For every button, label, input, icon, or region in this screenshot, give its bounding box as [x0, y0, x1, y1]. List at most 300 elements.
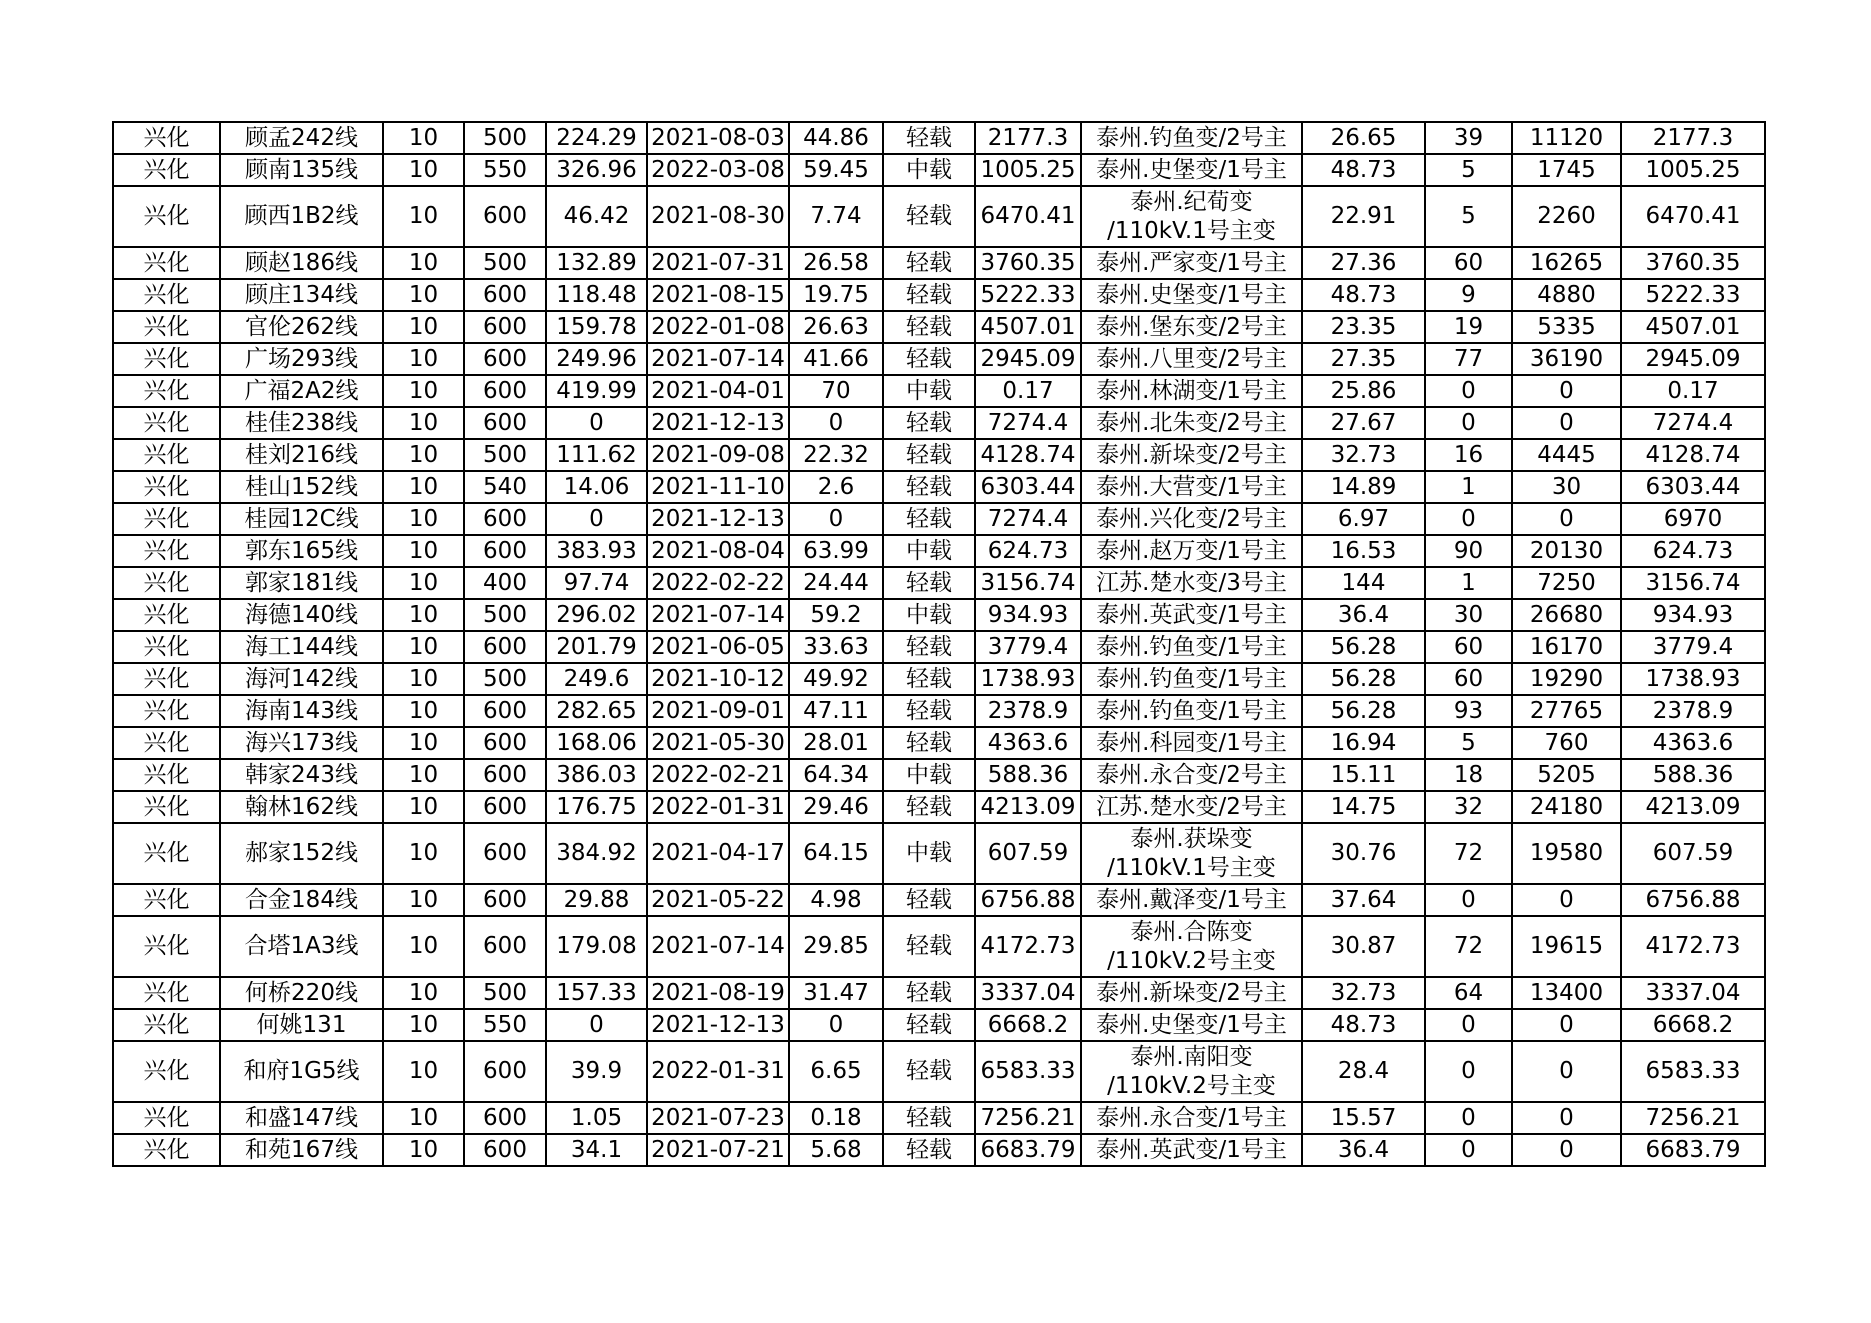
- voltage-cell: 10: [383, 1102, 464, 1134]
- remaining-capacity-cell: 2378.9: [1621, 695, 1765, 727]
- available-capacity-cell: 3760.35: [975, 247, 1081, 279]
- region-cell: 兴化: [113, 311, 220, 343]
- max-load-cell: 39.9: [546, 1041, 647, 1102]
- sum-cell: 36190: [1512, 343, 1621, 375]
- capacity-cell: 600: [464, 791, 546, 823]
- transformer-load-rate-cell: 36.4: [1302, 1134, 1425, 1166]
- voltage-cell: 10: [383, 535, 464, 567]
- max-load-cell: 168.06: [546, 727, 647, 759]
- date-cell: 2022-01-08: [647, 311, 789, 343]
- transformer-load-rate-cell: 36.4: [1302, 599, 1425, 631]
- transformer-cell: 泰州.林湖变/1号主: [1081, 375, 1302, 407]
- region-cell: 兴化: [113, 916, 220, 977]
- load-level-cell: 轻载: [883, 631, 975, 663]
- region-cell: 兴化: [113, 695, 220, 727]
- table-row: [113, 1134, 1765, 1166]
- table-row: [113, 122, 1765, 154]
- voltage-cell: 10: [383, 154, 464, 186]
- capacity-cell: 600: [464, 631, 546, 663]
- transformer-name-line1: 泰州.南阳变: [1130, 1043, 1253, 1070]
- line-name-cell: 海河142线: [220, 663, 383, 695]
- region-cell: 兴化: [113, 977, 220, 1009]
- available-capacity-cell: 6470.41: [975, 186, 1081, 247]
- load-level-cell: 轻载: [883, 279, 975, 311]
- table-row: [113, 154, 1765, 186]
- max-load-cell: 14.06: [546, 471, 647, 503]
- line-name-cell: 桂刘216线: [220, 439, 383, 471]
- load-rate-cell: 2.6: [789, 471, 883, 503]
- voltage-cell: 10: [383, 727, 464, 759]
- load-level-cell: 轻载: [883, 1102, 975, 1134]
- remaining-capacity-cell: 6303.44: [1621, 471, 1765, 503]
- max-load-cell: 282.65: [546, 695, 647, 727]
- available-capacity-cell: 3337.04: [975, 977, 1081, 1009]
- transformer-name-line2: /110kV.2号主变: [1107, 947, 1276, 974]
- capacity-cell: 550: [464, 154, 546, 186]
- region-cell: 兴化: [113, 343, 220, 375]
- transformer-load-rate-cell: 56.28: [1302, 695, 1425, 727]
- transformer-cell: 泰州.科园变/1号主: [1081, 727, 1302, 759]
- load-rate-cell: 63.99: [789, 535, 883, 567]
- date-cell: 2021-07-31: [647, 247, 789, 279]
- sum-cell: 27765: [1512, 695, 1621, 727]
- table-row: [113, 884, 1765, 916]
- sum-cell: 19580: [1512, 823, 1621, 884]
- count-cell: 64: [1425, 977, 1512, 1009]
- table-row: [113, 1009, 1765, 1041]
- sum-cell: 30: [1512, 471, 1621, 503]
- remaining-capacity-cell: 1738.93: [1621, 663, 1765, 695]
- voltage-cell: 10: [383, 663, 464, 695]
- capacity-cell: 550: [464, 1009, 546, 1041]
- feeder-load-table: [112, 121, 1766, 1167]
- capacity-cell: 600: [464, 375, 546, 407]
- region-cell: 兴化: [113, 1102, 220, 1134]
- count-cell: 19: [1425, 311, 1512, 343]
- line-name-cell: 海德140线: [220, 599, 383, 631]
- transformer-cell: 泰州.英武变/1号主: [1081, 599, 1302, 631]
- transformer-cell: 泰州.钓鱼变/1号主: [1081, 631, 1302, 663]
- date-cell: 2021-05-22: [647, 884, 789, 916]
- transformer-cell: 泰州.史堡变/1号主: [1081, 1009, 1302, 1041]
- sum-cell: 11120: [1512, 122, 1621, 154]
- available-capacity-cell: 934.93: [975, 599, 1081, 631]
- table-row: [113, 599, 1765, 631]
- transformer-load-rate-cell: 48.73: [1302, 1009, 1425, 1041]
- count-cell: 60: [1425, 631, 1512, 663]
- max-load-cell: 159.78: [546, 311, 647, 343]
- date-cell: 2022-01-31: [647, 1041, 789, 1102]
- available-capacity-cell: 607.59: [975, 823, 1081, 884]
- sum-cell: 19290: [1512, 663, 1621, 695]
- region-cell: 兴化: [113, 535, 220, 567]
- count-cell: 0: [1425, 407, 1512, 439]
- capacity-cell: 500: [464, 977, 546, 1009]
- capacity-cell: 600: [464, 535, 546, 567]
- transformer-load-rate-cell: 26.65: [1302, 122, 1425, 154]
- line-name-cell: 桂佳238线: [220, 407, 383, 439]
- transformer-cell: 泰州.堡东变/2号主: [1081, 311, 1302, 343]
- remaining-capacity-cell: 3779.4: [1621, 631, 1765, 663]
- transformer-name-line2: /110kV.1号主变: [1107, 854, 1276, 881]
- load-level-cell: 轻载: [883, 567, 975, 599]
- transformer-cell: 泰州.英武变/1号主: [1081, 1134, 1302, 1166]
- max-load-cell: 0: [546, 503, 647, 535]
- transformer-cell: 泰州.钓鱼变/1号主: [1081, 695, 1302, 727]
- count-cell: 5: [1425, 154, 1512, 186]
- voltage-cell: 10: [383, 695, 464, 727]
- transformer-cell: 泰州.北朱变/2号主: [1081, 407, 1302, 439]
- table-row: [113, 567, 1765, 599]
- sum-cell: 0: [1512, 1102, 1621, 1134]
- load-rate-cell: 31.47: [789, 977, 883, 1009]
- load-rate-cell: 64.15: [789, 823, 883, 884]
- sum-cell: 20130: [1512, 535, 1621, 567]
- voltage-cell: 10: [383, 759, 464, 791]
- line-name-cell: 官伦262线: [220, 311, 383, 343]
- load-level-cell: 轻载: [883, 916, 975, 977]
- capacity-cell: 500: [464, 663, 546, 695]
- voltage-cell: 10: [383, 279, 464, 311]
- load-level-cell: 轻载: [883, 791, 975, 823]
- max-load-cell: 179.08: [546, 916, 647, 977]
- table-row: [113, 916, 1765, 977]
- load-rate-cell: 29.46: [789, 791, 883, 823]
- max-load-cell: 176.75: [546, 791, 647, 823]
- region-cell: 兴化: [113, 599, 220, 631]
- capacity-cell: 600: [464, 1102, 546, 1134]
- sum-cell: 0: [1512, 1041, 1621, 1102]
- count-cell: 0: [1425, 1041, 1512, 1102]
- line-name-cell: 翰林162线: [220, 791, 383, 823]
- load-rate-cell: 59.2: [789, 599, 883, 631]
- max-load-cell: 224.29: [546, 122, 647, 154]
- region-cell: 兴化: [113, 823, 220, 884]
- date-cell: 2021-08-15: [647, 279, 789, 311]
- load-level-cell: 轻载: [883, 343, 975, 375]
- sum-cell: 26680: [1512, 599, 1621, 631]
- count-cell: 90: [1425, 535, 1512, 567]
- transformer-load-rate-cell: 25.86: [1302, 375, 1425, 407]
- count-cell: 16: [1425, 439, 1512, 471]
- capacity-cell: 600: [464, 503, 546, 535]
- load-rate-cell: 70: [789, 375, 883, 407]
- load-level-cell: 中载: [883, 375, 975, 407]
- table-body: [113, 122, 1765, 1166]
- capacity-cell: 500: [464, 439, 546, 471]
- load-level-cell: 轻载: [883, 503, 975, 535]
- sum-cell: 0: [1512, 503, 1621, 535]
- capacity-cell: 500: [464, 599, 546, 631]
- available-capacity-cell: 4172.73: [975, 916, 1081, 977]
- voltage-cell: 10: [383, 471, 464, 503]
- load-level-cell: 轻载: [883, 1009, 975, 1041]
- remaining-capacity-cell: 4172.73: [1621, 916, 1765, 977]
- load-rate-cell: 22.32: [789, 439, 883, 471]
- count-cell: 0: [1425, 884, 1512, 916]
- date-cell: 2021-06-05: [647, 631, 789, 663]
- load-level-cell: 轻载: [883, 884, 975, 916]
- remaining-capacity-cell: 1005.25: [1621, 154, 1765, 186]
- table-row: [113, 375, 1765, 407]
- transformer-load-rate-cell: 37.64: [1302, 884, 1425, 916]
- line-name-cell: 广福2A2线: [220, 375, 383, 407]
- date-cell: 2021-12-13: [647, 503, 789, 535]
- transformer-load-rate-cell: 56.28: [1302, 631, 1425, 663]
- transformer-cell: [1081, 186, 1302, 247]
- remaining-capacity-cell: 6970: [1621, 503, 1765, 535]
- region-cell: 兴化: [113, 122, 220, 154]
- load-rate-cell: 49.92: [789, 663, 883, 695]
- max-load-cell: 384.92: [546, 823, 647, 884]
- count-cell: 30: [1425, 599, 1512, 631]
- line-name-cell: 和府1G5线: [220, 1041, 383, 1102]
- table-row: [113, 791, 1765, 823]
- date-cell: 2021-08-19: [647, 977, 789, 1009]
- transformer-load-rate-cell: 22.91: [1302, 186, 1425, 247]
- load-rate-cell: 5.68: [789, 1134, 883, 1166]
- table-row: [113, 1102, 1765, 1134]
- region-cell: 兴化: [113, 503, 220, 535]
- line-name-cell: 广场293线: [220, 343, 383, 375]
- capacity-cell: 600: [464, 823, 546, 884]
- voltage-cell: 10: [383, 375, 464, 407]
- voltage-cell: 10: [383, 186, 464, 247]
- sum-cell: 7250: [1512, 567, 1621, 599]
- voltage-cell: 10: [383, 791, 464, 823]
- remaining-capacity-cell: 4213.09: [1621, 791, 1765, 823]
- available-capacity-cell: 6303.44: [975, 471, 1081, 503]
- date-cell: 2021-08-04: [647, 535, 789, 567]
- sum-cell: 0: [1512, 375, 1621, 407]
- count-cell: 77: [1425, 343, 1512, 375]
- remaining-capacity-cell: 6668.2: [1621, 1009, 1765, 1041]
- available-capacity-cell: 0.17: [975, 375, 1081, 407]
- load-level-cell: 轻载: [883, 186, 975, 247]
- transformer-name-line2: /110kV.1号主变: [1107, 217, 1276, 244]
- transformer-load-rate-cell: 23.35: [1302, 311, 1425, 343]
- load-rate-cell: 33.63: [789, 631, 883, 663]
- region-cell: 兴化: [113, 727, 220, 759]
- line-name-cell: 何姚131: [220, 1009, 383, 1041]
- capacity-cell: 600: [464, 186, 546, 247]
- capacity-cell: 600: [464, 311, 546, 343]
- voltage-cell: 10: [383, 884, 464, 916]
- remaining-capacity-cell: 2177.3: [1621, 122, 1765, 154]
- remaining-capacity-cell: 934.93: [1621, 599, 1765, 631]
- region-cell: 兴化: [113, 567, 220, 599]
- available-capacity-cell: 624.73: [975, 535, 1081, 567]
- transformer-cell: 泰州.钓鱼变/2号主: [1081, 122, 1302, 154]
- transformer-load-rate-cell: 14.75: [1302, 791, 1425, 823]
- available-capacity-cell: 4507.01: [975, 311, 1081, 343]
- region-cell: 兴化: [113, 279, 220, 311]
- load-level-cell: 轻载: [883, 407, 975, 439]
- remaining-capacity-cell: 3760.35: [1621, 247, 1765, 279]
- date-cell: 2021-12-13: [647, 407, 789, 439]
- transformer-load-rate-cell: 15.11: [1302, 759, 1425, 791]
- line-name-cell: 韩家243线: [220, 759, 383, 791]
- transformer-name-line1: 泰州.获垛变: [1130, 825, 1253, 852]
- voltage-cell: 10: [383, 1041, 464, 1102]
- table-row: [113, 631, 1765, 663]
- date-cell: 2021-04-17: [647, 823, 789, 884]
- remaining-capacity-cell: 7274.4: [1621, 407, 1765, 439]
- region-cell: 兴化: [113, 439, 220, 471]
- count-cell: 0: [1425, 503, 1512, 535]
- load-rate-cell: 0: [789, 1009, 883, 1041]
- region-cell: 兴化: [113, 791, 220, 823]
- sum-cell: 16170: [1512, 631, 1621, 663]
- load-level-cell: 轻载: [883, 311, 975, 343]
- max-load-cell: 249.96: [546, 343, 647, 375]
- available-capacity-cell: 3156.74: [975, 567, 1081, 599]
- voltage-cell: 10: [383, 1009, 464, 1041]
- available-capacity-cell: 2378.9: [975, 695, 1081, 727]
- load-rate-cell: 59.45: [789, 154, 883, 186]
- region-cell: 兴化: [113, 186, 220, 247]
- max-load-cell: 249.6: [546, 663, 647, 695]
- sum-cell: 0: [1512, 407, 1621, 439]
- line-name-cell: 合塔1A3线: [220, 916, 383, 977]
- transformer-name-line2: /110kV.2号主变: [1107, 1072, 1276, 1099]
- transformer-load-rate-cell: 48.73: [1302, 279, 1425, 311]
- transformer-name-line1: 泰州.纪荀变: [1130, 188, 1253, 215]
- remaining-capacity-cell: 6683.79: [1621, 1134, 1765, 1166]
- table-row: [113, 471, 1765, 503]
- capacity-cell: 600: [464, 343, 546, 375]
- transformer-load-rate-cell: 27.67: [1302, 407, 1425, 439]
- available-capacity-cell: 2177.3: [975, 122, 1081, 154]
- transformer-load-rate-cell: 28.4: [1302, 1041, 1425, 1102]
- sum-cell: 4880: [1512, 279, 1621, 311]
- load-rate-cell: 4.98: [789, 884, 883, 916]
- region-cell: 兴化: [113, 1041, 220, 1102]
- date-cell: 2022-02-22: [647, 567, 789, 599]
- available-capacity-cell: 588.36: [975, 759, 1081, 791]
- line-name-cell: 和苑167线: [220, 1134, 383, 1166]
- transformer-cell: 泰州.永合变/1号主: [1081, 1102, 1302, 1134]
- table-row: [113, 823, 1765, 884]
- line-name-cell: 桂园12C线: [220, 503, 383, 535]
- region-cell: 兴化: [113, 247, 220, 279]
- date-cell: 2021-04-01: [647, 375, 789, 407]
- load-rate-cell: 26.58: [789, 247, 883, 279]
- line-name-cell: 郝家152线: [220, 823, 383, 884]
- voltage-cell: 10: [383, 439, 464, 471]
- remaining-capacity-cell: 2945.09: [1621, 343, 1765, 375]
- available-capacity-cell: 6683.79: [975, 1134, 1081, 1166]
- voltage-cell: 10: [383, 407, 464, 439]
- transformer-cell: [1081, 823, 1302, 884]
- available-capacity-cell: 4213.09: [975, 791, 1081, 823]
- table-row: [113, 439, 1765, 471]
- max-load-cell: 29.88: [546, 884, 647, 916]
- date-cell: 2021-09-08: [647, 439, 789, 471]
- count-cell: 18: [1425, 759, 1512, 791]
- table-row: [113, 186, 1765, 247]
- region-cell: 兴化: [113, 631, 220, 663]
- date-cell: 2021-11-10: [647, 471, 789, 503]
- available-capacity-cell: 6668.2: [975, 1009, 1081, 1041]
- max-load-cell: 46.42: [546, 186, 647, 247]
- remaining-capacity-cell: 0.17: [1621, 375, 1765, 407]
- transformer-load-rate-cell: 56.28: [1302, 663, 1425, 695]
- capacity-cell: 500: [464, 247, 546, 279]
- sum-cell: 0: [1512, 1009, 1621, 1041]
- sum-cell: 13400: [1512, 977, 1621, 1009]
- count-cell: 0: [1425, 1134, 1512, 1166]
- max-load-cell: 118.48: [546, 279, 647, 311]
- voltage-cell: 10: [383, 823, 464, 884]
- load-level-cell: 轻载: [883, 663, 975, 695]
- table-row: [113, 247, 1765, 279]
- line-name-cell: 顾赵186线: [220, 247, 383, 279]
- voltage-cell: 10: [383, 567, 464, 599]
- max-load-cell: 386.03: [546, 759, 647, 791]
- count-cell: 1: [1425, 471, 1512, 503]
- max-load-cell: 97.74: [546, 567, 647, 599]
- capacity-cell: 600: [464, 759, 546, 791]
- available-capacity-cell: 6583.33: [975, 1041, 1081, 1102]
- load-level-cell: 轻载: [883, 122, 975, 154]
- date-cell: 2022-02-21: [647, 759, 789, 791]
- voltage-cell: 10: [383, 311, 464, 343]
- date-cell: 2021-07-14: [647, 916, 789, 977]
- load-rate-cell: 28.01: [789, 727, 883, 759]
- table-row: [113, 343, 1765, 375]
- region-cell: 兴化: [113, 1134, 220, 1166]
- count-cell: 0: [1425, 1102, 1512, 1134]
- load-rate-cell: 7.74: [789, 186, 883, 247]
- capacity-cell: 600: [464, 1041, 546, 1102]
- sum-cell: 5335: [1512, 311, 1621, 343]
- transformer-cell: 泰州.严家变/1号主: [1081, 247, 1302, 279]
- remaining-capacity-cell: 4363.6: [1621, 727, 1765, 759]
- count-cell: 0: [1425, 1009, 1512, 1041]
- date-cell: 2021-08-30: [647, 186, 789, 247]
- line-name-cell: 顾南135线: [220, 154, 383, 186]
- table-row: [113, 727, 1765, 759]
- count-cell: 72: [1425, 916, 1512, 977]
- table-row: [113, 311, 1765, 343]
- region-cell: 兴化: [113, 663, 220, 695]
- load-level-cell: 轻载: [883, 727, 975, 759]
- max-load-cell: 1.05: [546, 1102, 647, 1134]
- transformer-load-rate-cell: 15.57: [1302, 1102, 1425, 1134]
- remaining-capacity-cell: 3156.74: [1621, 567, 1765, 599]
- sum-cell: 0: [1512, 1134, 1621, 1166]
- transformer-cell: 泰州.钓鱼变/1号主: [1081, 663, 1302, 695]
- transformer-cell: 泰州.新垛变/2号主: [1081, 977, 1302, 1009]
- capacity-cell: 600: [464, 407, 546, 439]
- max-load-cell: 34.1: [546, 1134, 647, 1166]
- count-cell: 60: [1425, 663, 1512, 695]
- capacity-cell: 600: [464, 279, 546, 311]
- transformer-load-rate-cell: 16.53: [1302, 535, 1425, 567]
- capacity-cell: 600: [464, 727, 546, 759]
- transformer-load-rate-cell: 27.36: [1302, 247, 1425, 279]
- transformer-cell: 泰州.戴泽变/1号主: [1081, 884, 1302, 916]
- transformer-load-rate-cell: 48.73: [1302, 154, 1425, 186]
- count-cell: 32: [1425, 791, 1512, 823]
- transformer-load-rate-cell: 6.97: [1302, 503, 1425, 535]
- max-load-cell: 157.33: [546, 977, 647, 1009]
- max-load-cell: 111.62: [546, 439, 647, 471]
- available-capacity-cell: 5222.33: [975, 279, 1081, 311]
- load-level-cell: 轻载: [883, 247, 975, 279]
- count-cell: 1: [1425, 567, 1512, 599]
